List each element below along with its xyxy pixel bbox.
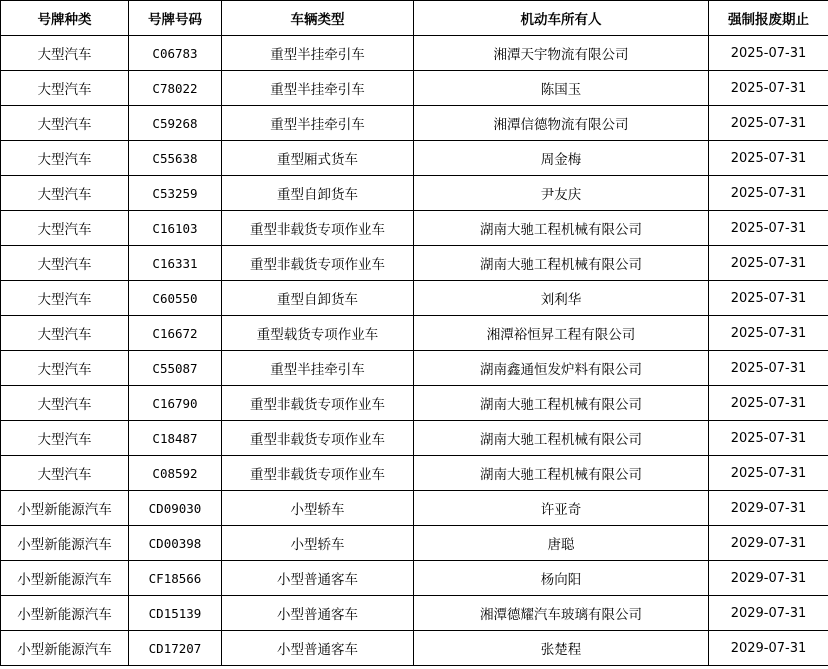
cell-vehicle-type: 重型自卸货车 bbox=[222, 281, 414, 316]
cell-vehicle-type: 小型普通客车 bbox=[222, 631, 414, 666]
table-row bbox=[1, 71, 828, 106]
cell-scrap-deadline: 2025-07-31 bbox=[709, 456, 828, 491]
table-row bbox=[1, 106, 828, 141]
cell-owner: 唐聪 bbox=[414, 526, 709, 561]
table-row bbox=[1, 36, 828, 71]
cell-scrap-deadline: 2029-07-31 bbox=[709, 491, 828, 526]
cell-plate-number: C08592 bbox=[129, 456, 222, 491]
cell-owner: 周金梅 bbox=[414, 141, 709, 176]
cell-scrap-deadline: 2025-07-31 bbox=[709, 351, 828, 386]
cell-scrap-deadline: 2025-07-31 bbox=[709, 106, 828, 141]
cell-plate-type: 大型汽车 bbox=[1, 211, 129, 246]
cell-scrap-deadline: 2025-07-31 bbox=[709, 386, 828, 421]
cell-plate-number: C06783 bbox=[129, 36, 222, 71]
cell-owner: 杨向阳 bbox=[414, 561, 709, 596]
table-row bbox=[1, 351, 828, 386]
cell-plate-type: 小型新能源汽车 bbox=[1, 596, 129, 631]
cell-plate-number: CF18566 bbox=[129, 561, 222, 596]
header-owner: 机动车所有人 bbox=[414, 1, 709, 36]
cell-scrap-deadline: 2025-07-31 bbox=[709, 211, 828, 246]
cell-vehicle-type: 重型非载货专项作业车 bbox=[222, 456, 414, 491]
cell-plate-type: 小型新能源汽车 bbox=[1, 561, 129, 596]
cell-plate-type: 大型汽车 bbox=[1, 36, 129, 71]
cell-scrap-deadline: 2029-07-31 bbox=[709, 526, 828, 561]
table-row bbox=[1, 386, 828, 421]
cell-owner: 湘潭天宇物流有限公司 bbox=[414, 36, 709, 71]
cell-scrap-deadline: 2029-07-31 bbox=[709, 631, 828, 666]
cell-plate-type: 小型新能源汽车 bbox=[1, 491, 129, 526]
cell-plate-number: CD00398 bbox=[129, 526, 222, 561]
cell-plate-type: 小型新能源汽车 bbox=[1, 526, 129, 561]
cell-owner: 湖南大驰工程机械有限公司 bbox=[414, 246, 709, 281]
cell-vehicle-type: 重型半挂牵引车 bbox=[222, 351, 414, 386]
cell-vehicle-type: 小型轿车 bbox=[222, 526, 414, 561]
header-plate-type: 号牌种类 bbox=[1, 1, 129, 36]
cell-plate-number: C59268 bbox=[129, 106, 222, 141]
cell-plate-type: 大型汽车 bbox=[1, 176, 129, 211]
cell-vehicle-type: 重型载货专项作业车 bbox=[222, 316, 414, 351]
cell-vehicle-type: 重型非载货专项作业车 bbox=[222, 246, 414, 281]
cell-owner: 湖南大驰工程机械有限公司 bbox=[414, 456, 709, 491]
cell-plate-type: 大型汽车 bbox=[1, 246, 129, 281]
cell-plate-number: C78022 bbox=[129, 71, 222, 106]
cell-plate-type: 小型新能源汽车 bbox=[1, 631, 129, 666]
cell-owner: 湘潭德耀汽车玻璃有限公司 bbox=[414, 596, 709, 631]
cell-owner: 尹友庆 bbox=[414, 176, 709, 211]
cell-plate-number: C16672 bbox=[129, 316, 222, 351]
cell-vehicle-type: 小型普通客车 bbox=[222, 561, 414, 596]
cell-plate-number: C18487 bbox=[129, 421, 222, 456]
cell-vehicle-type: 重型半挂牵引车 bbox=[222, 36, 414, 71]
cell-plate-number: C16103 bbox=[129, 211, 222, 246]
cell-scrap-deadline: 2025-07-31 bbox=[709, 36, 828, 71]
cell-owner: 张楚程 bbox=[414, 631, 709, 666]
cell-plate-type: 大型汽车 bbox=[1, 421, 129, 456]
table-body bbox=[1, 36, 828, 666]
cell-plate-type: 大型汽车 bbox=[1, 456, 129, 491]
table-row bbox=[1, 211, 828, 246]
cell-vehicle-type: 重型非载货专项作业车 bbox=[222, 386, 414, 421]
cell-plate-number: C60550 bbox=[129, 281, 222, 316]
cell-vehicle-type: 重型自卸货车 bbox=[222, 176, 414, 211]
table-row bbox=[1, 141, 828, 176]
cell-scrap-deadline: 2029-07-31 bbox=[709, 596, 828, 631]
table-row bbox=[1, 316, 828, 351]
cell-vehicle-type: 重型半挂牵引车 bbox=[222, 71, 414, 106]
cell-plate-number: C55087 bbox=[129, 351, 222, 386]
cell-plate-type: 大型汽车 bbox=[1, 316, 129, 351]
cell-vehicle-type: 重型半挂牵引车 bbox=[222, 106, 414, 141]
cell-owner: 陈国玉 bbox=[414, 71, 709, 106]
cell-scrap-deadline: 2025-07-31 bbox=[709, 246, 828, 281]
cell-owner: 湘潭裕恒昇工程有限公司 bbox=[414, 316, 709, 351]
table-row bbox=[1, 421, 828, 456]
cell-plate-type: 大型汽车 bbox=[1, 141, 129, 176]
table-row bbox=[1, 246, 828, 281]
cell-scrap-deadline: 2029-07-31 bbox=[709, 561, 828, 596]
cell-vehicle-type: 重型非载货专项作业车 bbox=[222, 211, 414, 246]
cell-plate-number: CD17207 bbox=[129, 631, 222, 666]
cell-plate-number: C16331 bbox=[129, 246, 222, 281]
header-row bbox=[1, 1, 828, 36]
cell-scrap-deadline: 2025-07-31 bbox=[709, 176, 828, 211]
table-row bbox=[1, 526, 828, 561]
cell-owner: 湖南大驰工程机械有限公司 bbox=[414, 386, 709, 421]
header-vehicle-type: 车辆类型 bbox=[222, 1, 414, 36]
header-plate-number: 号牌号码 bbox=[129, 1, 222, 36]
cell-scrap-deadline: 2025-07-31 bbox=[709, 316, 828, 351]
cell-plate-number: C55638 bbox=[129, 141, 222, 176]
cell-scrap-deadline: 2025-07-31 bbox=[709, 141, 828, 176]
table-row bbox=[1, 281, 828, 316]
cell-plate-type: 大型汽车 bbox=[1, 386, 129, 421]
cell-plate-number: C16790 bbox=[129, 386, 222, 421]
table-row bbox=[1, 491, 828, 526]
table-header bbox=[1, 1, 828, 36]
cell-owner: 湘潭信德物流有限公司 bbox=[414, 106, 709, 141]
cell-plate-number: C53259 bbox=[129, 176, 222, 211]
cell-plate-type: 大型汽车 bbox=[1, 281, 129, 316]
cell-plate-type: 大型汽车 bbox=[1, 351, 129, 386]
table-row bbox=[1, 596, 828, 631]
cell-vehicle-type: 重型非载货专项作业车 bbox=[222, 421, 414, 456]
cell-owner: 湖南大驰工程机械有限公司 bbox=[414, 421, 709, 456]
table-row bbox=[1, 176, 828, 211]
cell-vehicle-type: 小型普通客车 bbox=[222, 596, 414, 631]
cell-vehicle-type: 小型轿车 bbox=[222, 491, 414, 526]
cell-scrap-deadline: 2025-07-31 bbox=[709, 421, 828, 456]
table-row bbox=[1, 561, 828, 596]
cell-owner: 刘利华 bbox=[414, 281, 709, 316]
table-row bbox=[1, 456, 828, 491]
cell-plate-type: 大型汽车 bbox=[1, 106, 129, 141]
cell-vehicle-type: 重型厢式货车 bbox=[222, 141, 414, 176]
cell-scrap-deadline: 2025-07-31 bbox=[709, 71, 828, 106]
cell-scrap-deadline: 2025-07-31 bbox=[709, 281, 828, 316]
cell-plate-type: 大型汽车 bbox=[1, 71, 129, 106]
cell-owner: 许亚奇 bbox=[414, 491, 709, 526]
cell-owner: 湖南大驰工程机械有限公司 bbox=[414, 211, 709, 246]
cell-owner: 湖南鑫通恒发炉料有限公司 bbox=[414, 351, 709, 386]
header-scrap-deadline: 强制报废期止 bbox=[709, 1, 828, 36]
table-row bbox=[1, 631, 828, 666]
cell-plate-number: CD09030 bbox=[129, 491, 222, 526]
cell-plate-number: CD15139 bbox=[129, 596, 222, 631]
